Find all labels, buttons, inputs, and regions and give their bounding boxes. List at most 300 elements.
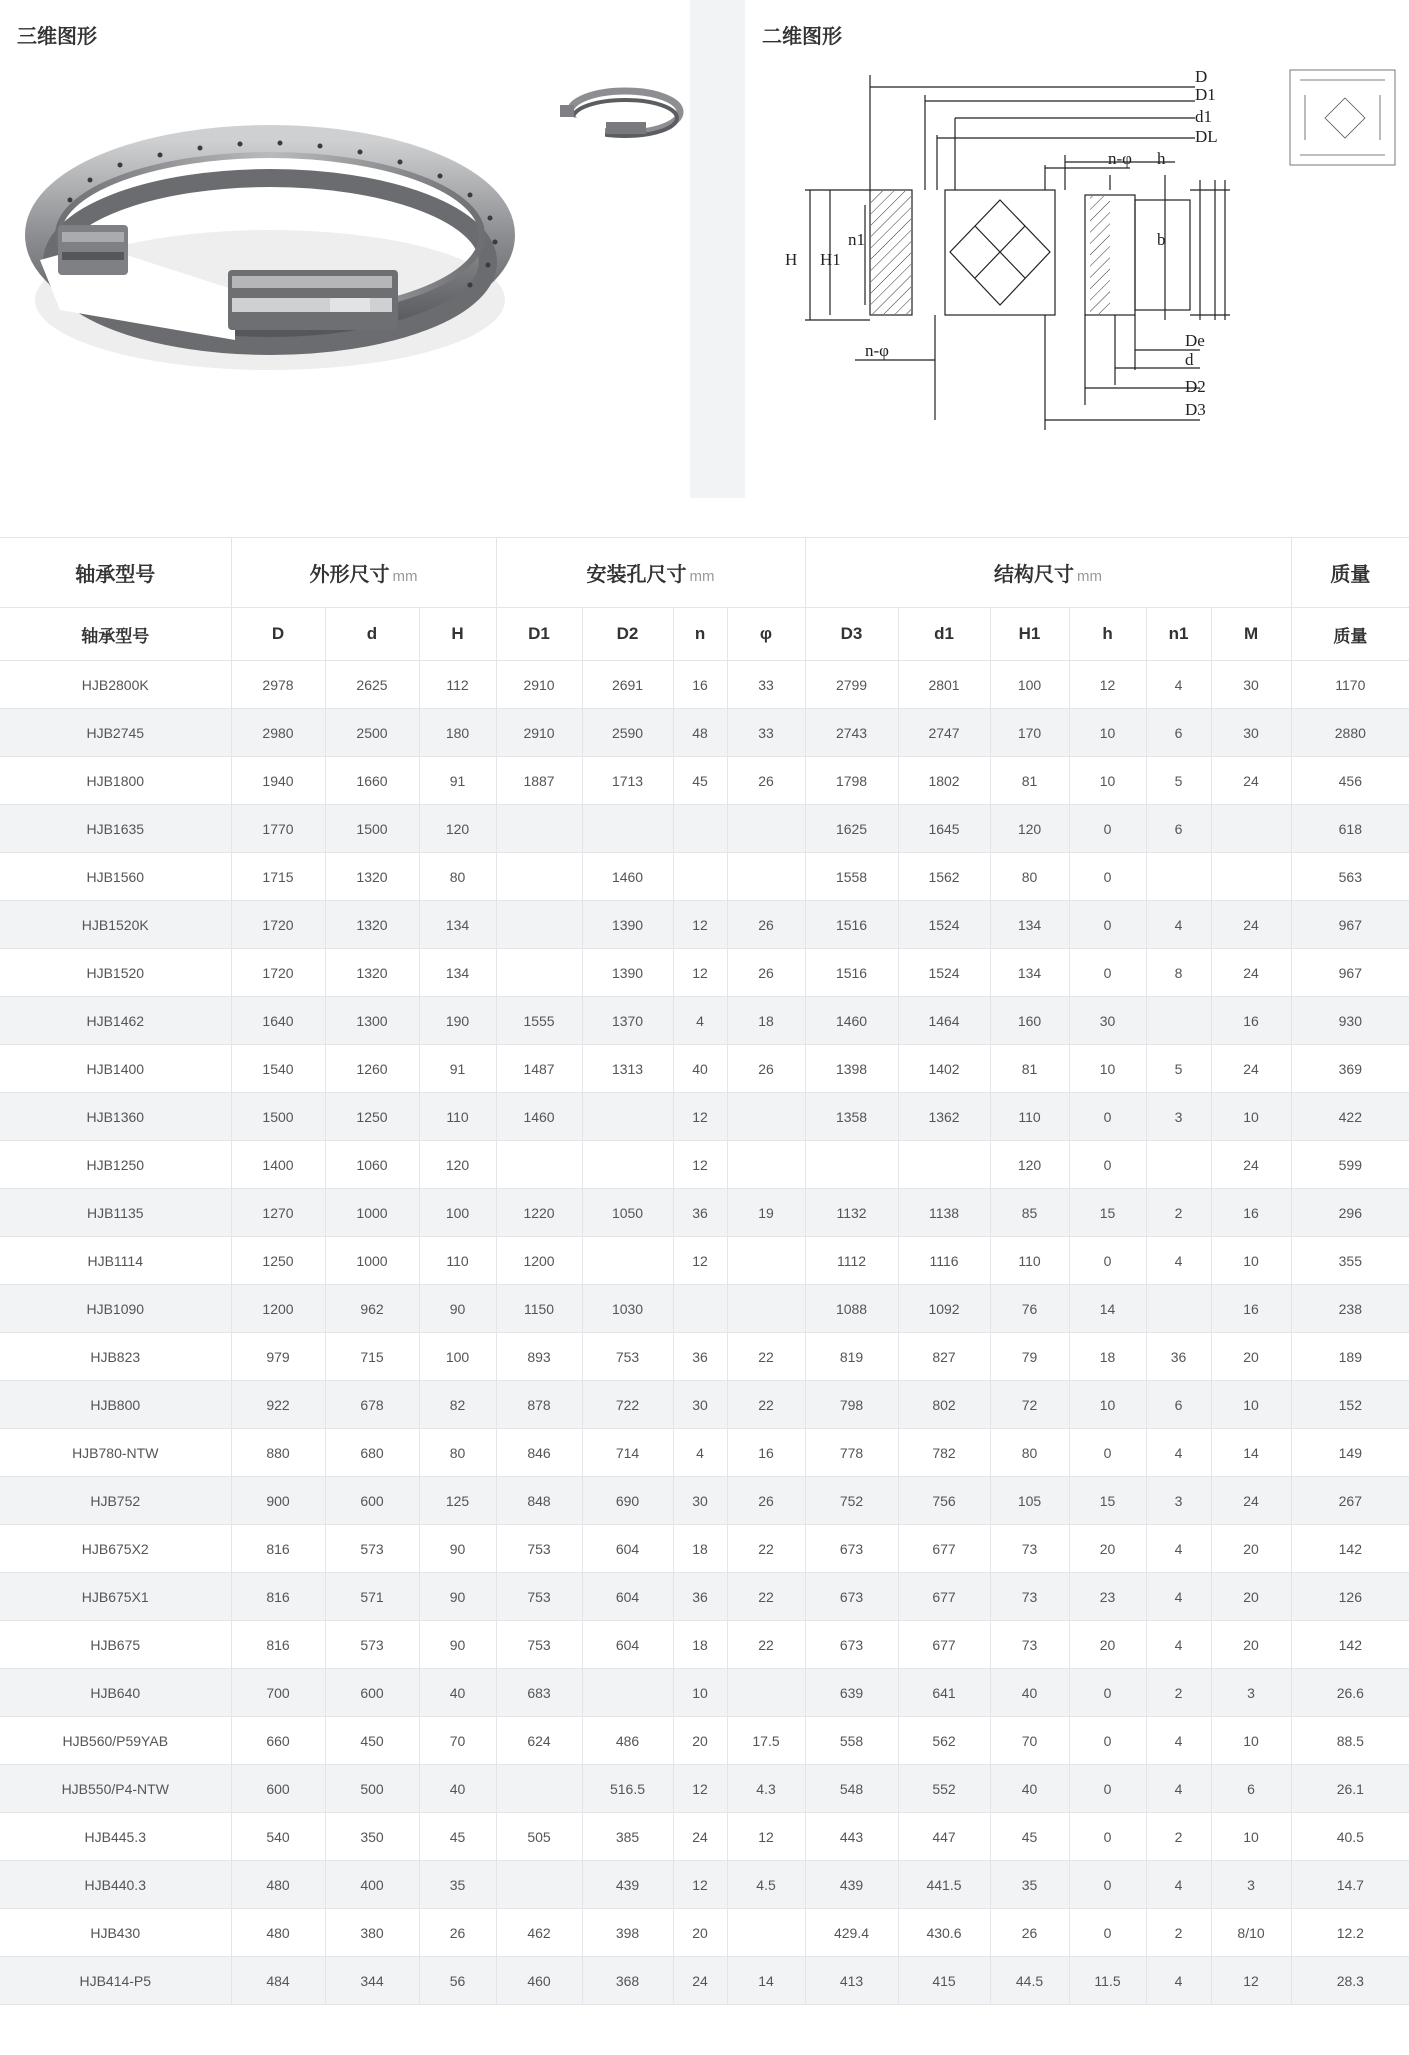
table-cell: 1500 <box>231 1093 325 1141</box>
table-cell: 112 <box>419 661 496 709</box>
table-cell: 700 <box>231 1669 325 1717</box>
table-cell: 1713 <box>582 757 673 805</box>
table-cell: 639 <box>805 1669 898 1717</box>
table-cell: 1887 <box>496 757 582 805</box>
table-cell: 1720 <box>231 949 325 997</box>
table-cell: 110 <box>990 1093 1069 1141</box>
table-cell: 2590 <box>582 709 673 757</box>
table-cell: 4 <box>1146 1765 1211 1813</box>
table-cell: 36 <box>1146 1333 1211 1381</box>
table-cell: 24 <box>1211 901 1291 949</box>
table-cell: HJB440.3 <box>0 1861 231 1909</box>
table-cell: HJB1560 <box>0 853 231 901</box>
table-cell: 1250 <box>231 1237 325 1285</box>
table-cell: 2743 <box>805 709 898 757</box>
table-cell: 571 <box>325 1573 419 1621</box>
table-cell: 17.5 <box>727 1717 805 1765</box>
table-cell: 180 <box>419 709 496 757</box>
table-cell: 1116 <box>898 1237 990 1285</box>
table-cell: 18 <box>673 1525 727 1573</box>
table-cell: 10 <box>1211 1717 1291 1765</box>
table-cell: 460 <box>496 1957 582 2005</box>
table-cell: HJB1800 <box>0 757 231 805</box>
table-cell: 967 <box>1291 901 1409 949</box>
table-cell: 443 <box>805 1813 898 1861</box>
column-header: n1 <box>1146 608 1211 661</box>
bearing-2d-drawing <box>745 0 1409 498</box>
table-cell: 344 <box>325 1957 419 2005</box>
table-cell: 2799 <box>805 661 898 709</box>
table-cell: 552 <box>898 1765 990 1813</box>
table-cell: 413 <box>805 1957 898 2005</box>
table-cell: 0 <box>1069 1669 1146 1717</box>
table-cell: 1000 <box>325 1189 419 1237</box>
table-cell: 673 <box>805 1621 898 1669</box>
table-cell: HJB430 <box>0 1909 231 1957</box>
table-cell <box>805 1141 898 1189</box>
table-cell: 0 <box>1069 1717 1146 1765</box>
table-cell: 90 <box>419 1525 496 1573</box>
table-cell: 85 <box>990 1189 1069 1237</box>
table-row <box>0 1189 1409 1237</box>
table-row <box>0 1573 1409 1621</box>
three-d-title: 三维图形 <box>17 26 97 48</box>
table-cell: 1555 <box>496 997 582 1045</box>
table-cell: 0 <box>1069 853 1146 901</box>
table-cell: 142 <box>1291 1621 1409 1669</box>
table-cell: 24 <box>673 1957 727 2005</box>
table-cell: 1088 <box>805 1285 898 1333</box>
table-cell: 1402 <box>898 1045 990 1093</box>
table-cell: 1460 <box>805 997 898 1045</box>
table-cell: HJB752 <box>0 1477 231 1525</box>
table-cell: HJB2745 <box>0 709 231 757</box>
table-cell: 2910 <box>496 661 582 709</box>
table-cell: 2980 <box>231 709 325 757</box>
table-cell: 73 <box>990 1525 1069 1573</box>
table-cell: 12 <box>1069 661 1146 709</box>
table-cell: 3 <box>1211 1861 1291 1909</box>
table-cell: 24 <box>1211 1141 1291 1189</box>
label-D2: D2 <box>1185 377 1206 396</box>
table-cell: 979 <box>231 1333 325 1381</box>
table-cell <box>496 1141 582 1189</box>
table-row <box>0 1621 1409 1669</box>
table-cell <box>673 1285 727 1333</box>
column-header: H1 <box>990 608 1069 661</box>
table-cell: 12 <box>673 1093 727 1141</box>
table-cell: 573 <box>325 1525 419 1573</box>
table-cell: 16 <box>1211 1189 1291 1237</box>
column-header: D1 <box>496 608 582 661</box>
table-cell: 385 <box>582 1813 673 1861</box>
table-cell: 0 <box>1069 1237 1146 1285</box>
table-cell: 22 <box>727 1525 805 1573</box>
table-cell: 10 <box>1211 1093 1291 1141</box>
column-header: d1 <box>898 608 990 661</box>
table-cell: 0 <box>1069 1765 1146 1813</box>
table-cell: 26 <box>727 757 805 805</box>
table-cell: 500 <box>325 1765 419 1813</box>
column-header: h <box>1069 608 1146 661</box>
table-cell <box>582 1237 673 1285</box>
table-cell: HJB1135 <box>0 1189 231 1237</box>
table-cell: 1940 <box>231 757 325 805</box>
table-row <box>0 1045 1409 1093</box>
table-cell: 558 <box>805 1717 898 1765</box>
table-cell: 0 <box>1069 1429 1146 1477</box>
table-cell: 930 <box>1291 997 1409 1045</box>
group-header-model: 轴承型号 <box>0 538 231 608</box>
table-cell: 8 <box>1146 949 1211 997</box>
table-cell: HJB1090 <box>0 1285 231 1333</box>
table-cell: 267 <box>1291 1477 1409 1525</box>
table-cell: 398 <box>582 1909 673 1957</box>
table-cell: 618 <box>1291 805 1409 853</box>
table-cell <box>496 853 582 901</box>
table-cell: 90 <box>419 1285 496 1333</box>
table-cell: 1558 <box>805 853 898 901</box>
column-header: M <box>1211 608 1291 661</box>
table-cell: 30 <box>1211 661 1291 709</box>
table-cell: HJB800 <box>0 1381 231 1429</box>
table-cell: 600 <box>231 1765 325 1813</box>
table-cell: 18 <box>1069 1333 1146 1381</box>
table-cell: 36 <box>673 1189 727 1237</box>
table-cell: HJB675X2 <box>0 1525 231 1573</box>
table-cell: 4 <box>1146 1429 1211 1477</box>
table-cell: 573 <box>325 1621 419 1669</box>
table-cell: 4 <box>1146 901 1211 949</box>
table-cell: 2 <box>1146 1669 1211 1717</box>
table-cell: 962 <box>325 1285 419 1333</box>
table-cell: 1487 <box>496 1045 582 1093</box>
table-cell: 380 <box>325 1909 419 1957</box>
table-cell: 1524 <box>898 949 990 997</box>
table-cell: 816 <box>231 1573 325 1621</box>
table-cell: 1250 <box>325 1093 419 1141</box>
table-cell: 22 <box>727 1621 805 1669</box>
table-cell <box>496 1765 582 1813</box>
table-cell: 0 <box>1069 1813 1146 1861</box>
table-cell: 81 <box>990 757 1069 805</box>
table-cell: 125 <box>419 1477 496 1525</box>
table-cell: 296 <box>1291 1189 1409 1237</box>
table-cell: 90 <box>419 1621 496 1669</box>
table-cell: 4 <box>1146 661 1211 709</box>
table-cell: 26 <box>727 901 805 949</box>
table-cell: 4 <box>1146 1573 1211 1621</box>
table-cell: 1464 <box>898 997 990 1045</box>
table-cell: 26 <box>727 949 805 997</box>
table-cell: 24 <box>1211 949 1291 997</box>
table-cell: HJB1462 <box>0 997 231 1045</box>
table-cell: 548 <box>805 1765 898 1813</box>
table-cell: 0 <box>1069 1861 1146 1909</box>
table-cell: 450 <box>325 1717 419 1765</box>
table-cell: 422 <box>1291 1093 1409 1141</box>
table-cell: 20 <box>673 1909 727 1957</box>
table-cell: 604 <box>582 1621 673 1669</box>
table-cell: 15 <box>1069 1477 1146 1525</box>
label-h: h <box>1157 149 1166 168</box>
table-cell: 673 <box>805 1573 898 1621</box>
table-cell <box>727 805 805 853</box>
table-cell: 893 <box>496 1333 582 1381</box>
table-cell: 599 <box>1291 1141 1409 1189</box>
table-cell: 1170 <box>1291 661 1409 709</box>
table-cell <box>1146 1141 1211 1189</box>
table-cell: 4 <box>1146 1525 1211 1573</box>
table-row <box>0 1669 1409 1717</box>
table-cell: 88.5 <box>1291 1717 1409 1765</box>
table-cell <box>673 805 727 853</box>
table-cell: 15 <box>1069 1189 1146 1237</box>
table-cell: 4 <box>1146 1621 1211 1669</box>
table-cell: 900 <box>231 1477 325 1525</box>
table-cell: 149 <box>1291 1429 1409 1477</box>
table-cell: 819 <box>805 1333 898 1381</box>
table-cell: 516.5 <box>582 1765 673 1813</box>
table-cell: 1798 <box>805 757 898 805</box>
table-cell: 624 <box>496 1717 582 1765</box>
table-row <box>0 1861 1409 1909</box>
table-cell: 5 <box>1146 1045 1211 1093</box>
table-cell: 753 <box>496 1621 582 1669</box>
table-cell: 45 <box>990 1813 1069 1861</box>
table-cell: 4 <box>673 1429 727 1477</box>
table-cell: 677 <box>898 1525 990 1573</box>
table-cell: 81 <box>990 1045 1069 1093</box>
table-cell: 0 <box>1069 949 1146 997</box>
table-cell: 2747 <box>898 709 990 757</box>
table-cell: 480 <box>231 1909 325 1957</box>
table-cell: 170 <box>990 709 1069 757</box>
table-cell: 91 <box>419 757 496 805</box>
table-cell: 30 <box>1211 709 1291 757</box>
label-DL: DL <box>1195 127 1218 146</box>
table-cell <box>727 1093 805 1141</box>
table-cell: 673 <box>805 1525 898 1573</box>
table-cell: 1260 <box>325 1045 419 1093</box>
table-cell: 22 <box>727 1333 805 1381</box>
table-cell: 20 <box>1211 1573 1291 1621</box>
table-cell: 16 <box>673 661 727 709</box>
table-cell: 722 <box>582 1381 673 1429</box>
label-H1: H1 <box>820 250 841 269</box>
table-cell: 20 <box>1211 1525 1291 1573</box>
table-cell: 1516 <box>805 949 898 997</box>
table-cell: 10 <box>1069 1381 1146 1429</box>
table-cell <box>582 1141 673 1189</box>
table-cell: 3 <box>1146 1093 1211 1141</box>
table-cell: 6 <box>1146 1381 1211 1429</box>
table-cell: HJB1114 <box>0 1237 231 1285</box>
table-cell: 827 <box>898 1333 990 1381</box>
table-cell: 778 <box>805 1429 898 1477</box>
table-cell: 600 <box>325 1477 419 1525</box>
table-cell: 22 <box>727 1573 805 1621</box>
column-header: 轴承型号 <box>0 608 231 661</box>
table-cell: 1540 <box>231 1045 325 1093</box>
table-cell: HJB1250 <box>0 1141 231 1189</box>
table-cell: 562 <box>898 1717 990 1765</box>
table-cell: 142 <box>1291 1525 1409 1573</box>
table-cell: 12 <box>673 1237 727 1285</box>
column-header: φ <box>727 608 805 661</box>
table-cell: 2801 <box>898 661 990 709</box>
label-D3: D3 <box>1185 400 1206 419</box>
table-cell: 1138 <box>898 1189 990 1237</box>
bearing-spec-table-wrap <box>0 537 1409 2005</box>
table-cell: 4 <box>1146 1861 1211 1909</box>
group-header-row <box>0 538 1409 608</box>
table-cell: HJB675X1 <box>0 1573 231 1621</box>
table-cell <box>582 1669 673 1717</box>
table-cell: 967 <box>1291 949 1409 997</box>
table-row <box>0 709 1409 757</box>
table-cell: 120 <box>419 805 496 853</box>
table-cell: 16 <box>1211 1285 1291 1333</box>
table-cell: 36 <box>673 1333 727 1381</box>
table-cell: 80 <box>419 1429 496 1477</box>
table-cell: HJB414-P5 <box>0 1957 231 2005</box>
table-cell <box>582 805 673 853</box>
table-cell <box>673 853 727 901</box>
table-cell: 14.7 <box>1291 1861 1409 1909</box>
table-row <box>0 901 1409 949</box>
table-cell: 10 <box>1211 1237 1291 1285</box>
table-cell: 20 <box>673 1717 727 1765</box>
table-cell: 189 <box>1291 1333 1409 1381</box>
table-cell: 10 <box>1211 1813 1291 1861</box>
table-body <box>0 661 1409 2005</box>
label-H: H <box>785 250 798 269</box>
table-cell: 486 <box>582 1717 673 1765</box>
table-cell: 2978 <box>231 661 325 709</box>
table-cell: 20 <box>1211 1333 1291 1381</box>
table-row <box>0 661 1409 709</box>
table-cell: 1460 <box>496 1093 582 1141</box>
table-row <box>0 853 1409 901</box>
table-cell: 100 <box>419 1333 496 1381</box>
table-cell: 1460 <box>582 853 673 901</box>
table-cell: 35 <box>419 1861 496 1909</box>
table-cell: 2910 <box>496 709 582 757</box>
table-cell: 429.4 <box>805 1909 898 1957</box>
table-cell <box>727 1237 805 1285</box>
table-cell: 24 <box>673 1813 727 1861</box>
table-cell: 368 <box>582 1957 673 2005</box>
table-cell: 76 <box>990 1285 1069 1333</box>
table-cell: 12 <box>673 901 727 949</box>
table-cell: 45 <box>419 1813 496 1861</box>
table-cell: 30 <box>1069 997 1146 1045</box>
table-cell: 100 <box>419 1189 496 1237</box>
table-cell: 35 <box>990 1861 1069 1909</box>
table-cell: 355 <box>1291 1237 1409 1285</box>
table-cell: 19 <box>727 1189 805 1237</box>
table-cell: HJB560/P59YAB <box>0 1717 231 1765</box>
label-d1: d1 <box>1195 107 1212 126</box>
table-cell: 10 <box>1069 709 1146 757</box>
table-cell: 484 <box>231 1957 325 2005</box>
table-cell: 24 <box>1211 757 1291 805</box>
group-header-mounting-holes: 安装孔尺寸 mm <box>496 538 805 608</box>
table-cell: 1320 <box>325 901 419 949</box>
table-cell: 12 <box>673 949 727 997</box>
table-cell <box>496 805 582 853</box>
table-cell: 80 <box>419 853 496 901</box>
table-cell: 0 <box>1069 805 1146 853</box>
table-cell: 72 <box>990 1381 1069 1429</box>
table-cell: 40.5 <box>1291 1813 1409 1861</box>
table-cell: 18 <box>673 1621 727 1669</box>
table-cell: 0 <box>1069 901 1146 949</box>
table-cell: 12.2 <box>1291 1909 1409 1957</box>
table-cell: 30 <box>673 1477 727 1525</box>
table-cell: 152 <box>1291 1381 1409 1429</box>
table-cell: 753 <box>496 1573 582 1621</box>
table-cell: 2 <box>1146 1813 1211 1861</box>
table-cell: 110 <box>419 1093 496 1141</box>
table-cell: 4 <box>1146 1717 1211 1765</box>
table-row <box>0 1285 1409 1333</box>
table-cell: 752 <box>805 1477 898 1525</box>
table-cell: 82 <box>419 1381 496 1429</box>
table-cell: 1320 <box>325 853 419 901</box>
table-cell: 1640 <box>231 997 325 1045</box>
table-row <box>0 1141 1409 1189</box>
table-cell: 14 <box>727 1957 805 2005</box>
table-cell: 0 <box>1069 1093 1146 1141</box>
table-cell: 1770 <box>231 805 325 853</box>
table-cell: HJB823 <box>0 1333 231 1381</box>
table-cell: 134 <box>990 949 1069 997</box>
group-header-structure: 结构尺寸 mm <box>805 538 1291 608</box>
table-cell: 4 <box>1146 1957 1211 2005</box>
table-cell: 126 <box>1291 1573 1409 1621</box>
table-cell: 26 <box>419 1909 496 1957</box>
table-cell: 6 <box>1146 709 1211 757</box>
column-header: D3 <box>805 608 898 661</box>
table-cell: 26.1 <box>1291 1765 1409 1813</box>
table-cell: 1030 <box>582 1285 673 1333</box>
table-cell: 1562 <box>898 853 990 901</box>
table-cell: 20 <box>1069 1525 1146 1573</box>
table-cell: 26 <box>727 1477 805 1525</box>
table-cell: 4.5 <box>727 1861 805 1909</box>
table-cell: 456 <box>1291 757 1409 805</box>
label-De: De <box>1185 331 1205 350</box>
table-cell: 1358 <box>805 1093 898 1141</box>
table-cell <box>1146 853 1211 901</box>
table-cell: 22 <box>727 1381 805 1429</box>
table-cell: 1060 <box>325 1141 419 1189</box>
table-cell: 846 <box>496 1429 582 1477</box>
table-cell: 24 <box>1211 1477 1291 1525</box>
table-cell: 11.5 <box>1069 1957 1146 2005</box>
table-row <box>0 1957 1409 2005</box>
label-n1: n1 <box>848 230 865 249</box>
table-cell: 40 <box>990 1669 1069 1717</box>
table-cell: HJB2800K <box>0 661 231 709</box>
table-cell: 1320 <box>325 949 419 997</box>
table-cell: 48 <box>673 709 727 757</box>
table-row <box>0 1813 1409 1861</box>
table-cell: 1390 <box>582 949 673 997</box>
table-cell: 1132 <box>805 1189 898 1237</box>
